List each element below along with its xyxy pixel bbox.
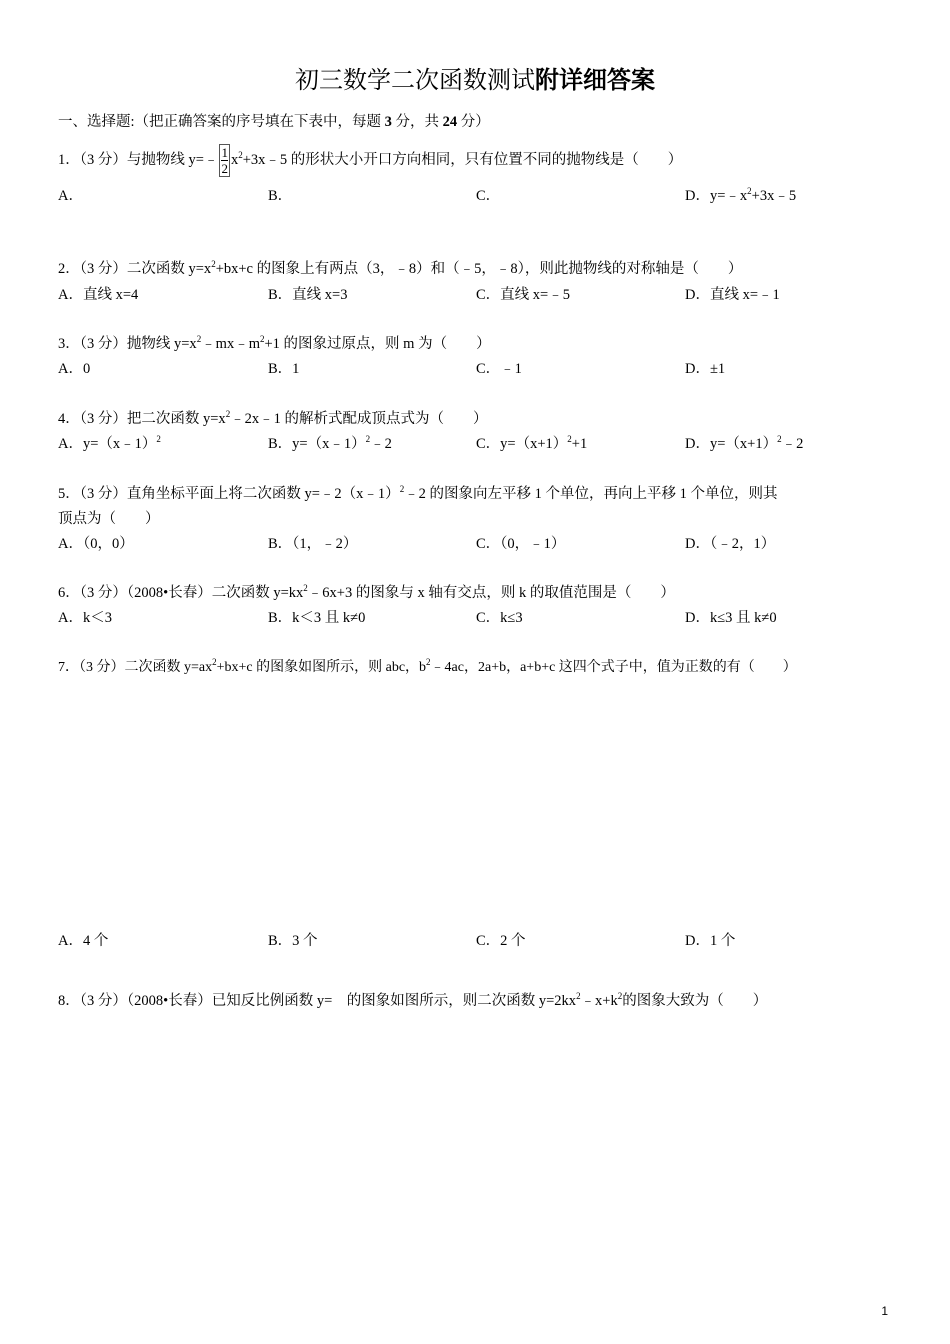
- question-7-stem: [58, 658, 797, 678]
- q6-stem-a: 6．（3 分）（2008•长春）二次函数 y=kx: [58, 585, 304, 601]
- q6-option-c[interactable]: C．k≤3: [476, 610, 523, 626]
- page-title: [0, 60, 950, 95]
- q5-option-d[interactable]: D．（﹣2，1）: [685, 536, 776, 552]
- q7-stem-a: 7．（3 分）二次函数 y=ax: [58, 660, 213, 675]
- question-1-options: [58, 186, 918, 206]
- q4-b-b: ﹣2: [370, 436, 392, 452]
- q7-option-d[interactable]: D．1 个: [685, 933, 736, 949]
- q1-stem-b: x: [230, 151, 239, 168]
- q4-d-a: D．y=（x+1）: [685, 436, 778, 452]
- q8-stem-a: 8．（3 分）（2008•长春）已知反比例函数 y= 的图象如图所示，则二次函数 y=2kx: [58, 993, 577, 1009]
- q5-stem-a: 5．（3 分）直角坐标平面上将二次函数 y=﹣2（x﹣1）: [58, 486, 400, 502]
- q2-option-b[interactable]: B．直线 x=3: [268, 287, 348, 303]
- section-heading: [58, 112, 490, 132]
- q2-option-c[interactable]: C．直线 x=﹣5: [476, 287, 570, 303]
- q3-option-b[interactable]: B．1: [268, 361, 300, 377]
- q3-option-a[interactable]: A．0: [58, 361, 91, 377]
- q7-option-c[interactable]: C．2 个: [476, 933, 526, 949]
- q8-sup2: 2: [617, 991, 623, 1001]
- question-2-stem: [58, 259, 742, 279]
- question-5-options: [58, 534, 918, 554]
- q4-sup: 2: [225, 409, 231, 419]
- q1-d-a: D．y=﹣x: [685, 188, 748, 204]
- fraction-one-half: [219, 144, 230, 177]
- q4-d-sup: 2: [777, 434, 782, 444]
- q4-c-sup: 2: [567, 434, 572, 444]
- title-suffix: 附详细答案: [535, 66, 655, 94]
- q4-option-b[interactable]: [268, 434, 392, 454]
- q5-option-c[interactable]: C．（0，﹣1）: [476, 536, 566, 552]
- q4-a-sup: 2: [156, 434, 161, 444]
- q1-option-d[interactable]: [685, 186, 796, 206]
- q7-sup1: 2: [212, 657, 217, 667]
- q8-sup1: 2: [576, 991, 581, 1001]
- section-end: 分）: [460, 114, 490, 130]
- question-8-stem: [58, 991, 767, 1011]
- q3-stem-a: 3．（3 分）抛物线 y=x: [58, 336, 197, 352]
- section-mid: 分，共: [395, 114, 440, 130]
- q4-b-sup: 2: [365, 434, 371, 444]
- q6-sup: 2: [303, 583, 308, 593]
- q7-sup2: 2: [426, 657, 431, 667]
- q5-sup: 2: [399, 484, 405, 494]
- frac-den: 2: [221, 161, 228, 176]
- q1-option-b[interactable]: B．: [268, 188, 293, 204]
- question-6-stem: [58, 583, 675, 603]
- q3-sup1: 2: [196, 334, 202, 344]
- q7-option-b[interactable]: B．3 个: [268, 933, 318, 949]
- q2-option-a[interactable]: A．直线 x=4: [58, 287, 139, 303]
- question-5-stem-line2: 顶点为（ ）: [58, 511, 160, 527]
- page-number: 1: [881, 1304, 888, 1318]
- q1-d-sup: 2: [747, 186, 752, 196]
- question-7-options: [58, 931, 918, 951]
- q8-stem-c: 的图象大致为（ ）: [622, 993, 768, 1009]
- q7-stem-b: +bx+c 的图象如图所示，则 abc，b: [216, 660, 427, 675]
- q1-d-b: +3x﹣5: [751, 188, 797, 204]
- q4-option-a[interactable]: [58, 434, 161, 454]
- q3-option-c[interactable]: C．﹣1: [476, 361, 522, 377]
- q2-sup: 2: [211, 259, 216, 269]
- q4-b-a: B．y=（x﹣1）: [268, 436, 366, 452]
- q1-stem-a: 1．（3 分）与抛物线 y=﹣: [58, 151, 219, 168]
- q3-sup2: 2: [260, 334, 265, 344]
- q6-option-a[interactable]: A．k＜3: [58, 610, 112, 626]
- q4-stem-b: ﹣2x﹣1 的解析式配成顶点式为（ ）: [230, 411, 488, 427]
- question-2-options: [58, 285, 918, 305]
- q2-option-d[interactable]: D．直线 x=﹣1: [685, 287, 780, 303]
- q5-stem-b: ﹣2 的图象向左平移 1 个单位，再向上平移 1 个单位，则其: [404, 486, 778, 502]
- q4-a-a: A．y=（x﹣1）: [58, 436, 157, 452]
- q4-stem-a: 4．（3 分）把二次函数 y=x: [58, 411, 226, 427]
- score-total: 24: [442, 114, 458, 130]
- q2-stem-a: 2．（3 分）二次函数 y=x: [58, 261, 212, 277]
- q1-sup: 2: [238, 149, 243, 160]
- frac-num: 1: [221, 145, 228, 160]
- q4-option-d[interactable]: [685, 434, 803, 454]
- q2-stem-b: +bx+c 的图象上有两点（3，﹣8）和（﹣5，﹣8），则此抛物线的对称轴是（ ）: [215, 261, 743, 277]
- q3-option-d[interactable]: D．±1: [685, 361, 726, 377]
- q6-stem-b: ﹣6x+3 的图象与 x 轴有交点，则 k 的取值范围是（ ）: [307, 585, 675, 601]
- q7-option-a[interactable]: A．4 个: [58, 933, 109, 949]
- score-each: 3: [384, 114, 392, 130]
- question-6-options: [58, 608, 918, 628]
- question-3-options: [58, 359, 918, 379]
- q1-option-c[interactable]: C．: [476, 188, 501, 204]
- q6-option-d[interactable]: D．k≤3 且 k≠0: [685, 610, 777, 626]
- q5-option-a[interactable]: A．（0，0）: [58, 536, 134, 552]
- title-main: 初三数学二次函数测试: [295, 66, 535, 94]
- q4-option-c[interactable]: [476, 434, 587, 454]
- question-4-stem: [58, 409, 488, 429]
- section-text: 一、选择题:（把正确答案的序号填在下表中，每题: [58, 114, 382, 130]
- q3-stem-c: +1 的图象过原点，则 m 为（ ）: [264, 336, 491, 352]
- question-4-options: [58, 434, 918, 454]
- question-1-stem: [58, 144, 682, 177]
- q4-c-b: +1: [571, 436, 588, 452]
- q1-stem-c: +3x﹣5 的形状大小开口方向相同，只有位置不同的抛物线是（ ）: [242, 151, 683, 168]
- q4-c-a: C．y=（x+1）: [476, 436, 568, 452]
- q4-d-b: ﹣2: [781, 436, 804, 452]
- q8-stem-b: ﹣x+k: [580, 993, 618, 1009]
- q7-stem-c: ﹣4ac，2a+b，a+b+c 这四个式子中，值为正数的有（ ）: [430, 660, 797, 675]
- q6-option-b[interactable]: B．k＜3 且 k≠0: [268, 610, 366, 626]
- q1-option-a[interactable]: A．: [58, 188, 83, 204]
- question-5-stem: [58, 484, 778, 504]
- question-3-stem: [58, 334, 491, 354]
- q3-stem-b: ﹣mx﹣m: [201, 336, 260, 352]
- q5-option-b[interactable]: B．（1，﹣2）: [268, 536, 358, 552]
